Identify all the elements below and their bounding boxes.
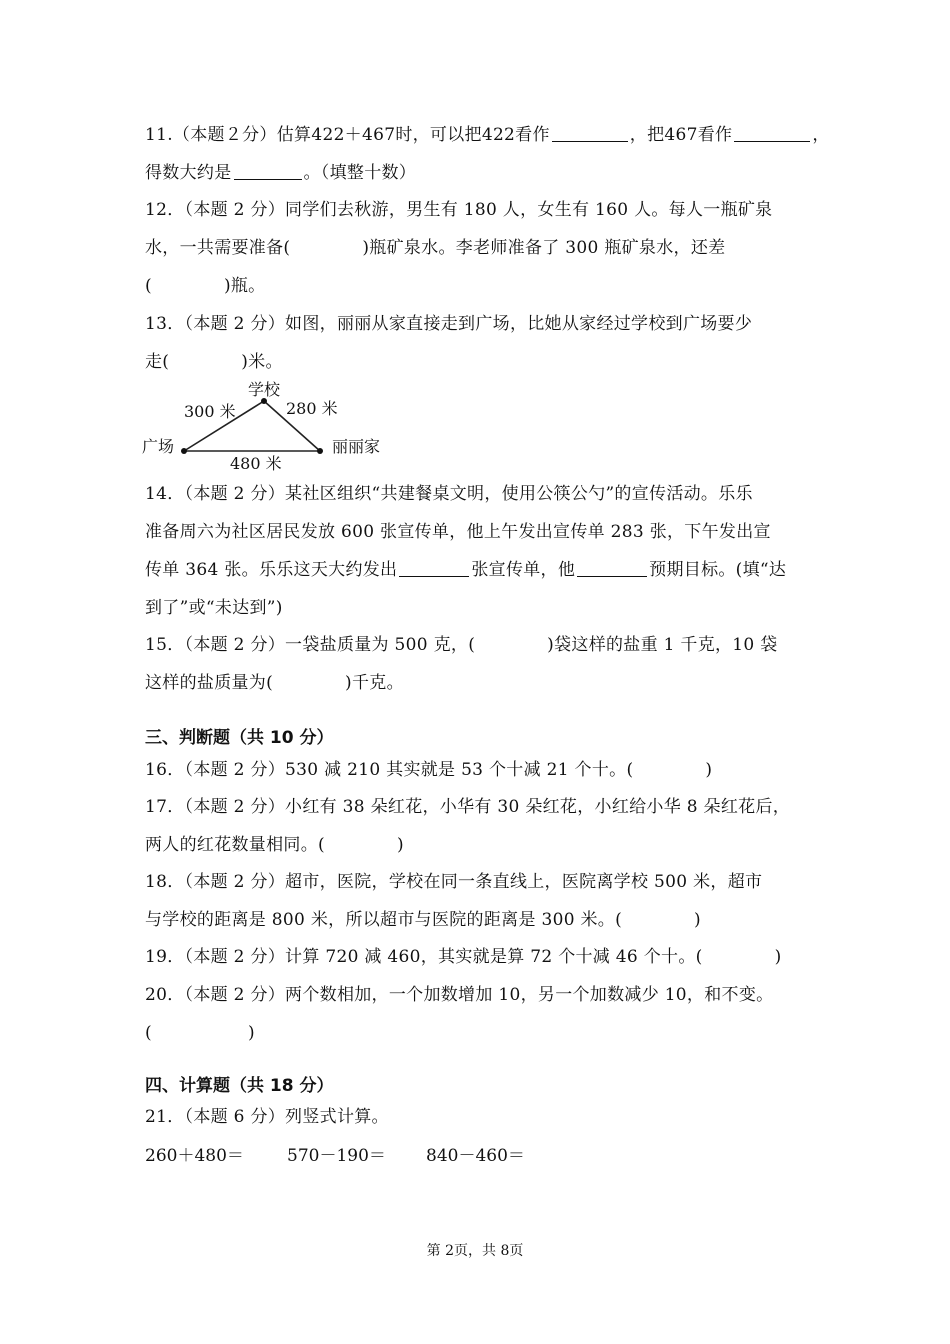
q15-text-2a: 这样的盐质量为( (145, 673, 274, 693)
home-point (317, 448, 323, 454)
question-18 (145, 863, 810, 939)
q14-blank-2[interactable] (577, 558, 647, 577)
q12-text-3a: ( (145, 276, 152, 296)
q13-text-2a: 走( (145, 352, 170, 372)
q19-close: ) (774, 947, 782, 967)
label-plaza-school-distance: 300 米 (184, 402, 236, 421)
q12-text-2a: 水，一共需要准备( (145, 238, 291, 258)
q15-text-1b: )袋这样的盐重 1 千克，10 袋 (547, 635, 778, 655)
q15-text-2b: )千克。 (345, 673, 404, 693)
q11-text-3: ， (812, 125, 830, 145)
q12-text-2b: )瓶矿泉水。李老师准备了 300 瓶矿泉水，还差 (362, 238, 726, 258)
q16-text: 16．（本题 2 分）530 减 210 其实就是 53 个十减 21 个十。( (145, 760, 634, 780)
label-home: 丽丽家 (332, 437, 381, 456)
q13-text-2b: )米。 (241, 352, 283, 372)
question-13 (145, 305, 810, 381)
calc-item-1: 260＋480＝ (145, 1146, 244, 1166)
q20-close: ) (247, 1023, 255, 1043)
calc-item-2: 570－190＝ (287, 1146, 386, 1166)
q18-close: ) (694, 910, 701, 930)
q17-close: ) (396, 835, 404, 855)
q18-line-1: 18．（本题 2 分）超市，医院，学校在同一条直线上，医院离学校 500 米，超市 (145, 872, 763, 892)
q14-text-3a: 传单 364 张。乐乐这天大约发出 (145, 560, 398, 580)
q12-line-1: 12．（本题 2 分）同学们去秋游，男生有 180 人，女生有 160 人。每人一瓶矿泉 (145, 200, 773, 220)
q17-text-2a: 两人的红花数量相同。( (145, 835, 325, 855)
question-16 (145, 751, 810, 789)
label-plaza-home-distance: 480 米 (230, 454, 282, 473)
q14-line-2: 准备周六为社区居民发放 600 张宣传单，他上午发出宣传单 283 张，下午发出宣 (145, 522, 771, 542)
plaza-point (181, 448, 187, 454)
q12-text-3b: )瓶。 (223, 276, 266, 296)
q11-text-2: ，把467看作 (629, 125, 733, 145)
question-11 (145, 116, 830, 192)
q20-line-1: 20．（本题 2 分）两个数相加，一个加数增加 10，另一个加数减少 10，和不变。 (145, 985, 774, 1005)
section-3-title: 三、判断题（共 10 分） (145, 728, 334, 748)
q21-calculations (145, 1141, 525, 1171)
q11-blank-3[interactable] (234, 161, 302, 180)
q11-text-4: 得数大约是 (145, 163, 232, 183)
question-20 (145, 976, 810, 1052)
q20-text-2a: ( (145, 1023, 152, 1043)
q11-text-5: 。（填整十数） (303, 163, 417, 183)
q14-text-3b: 张宣传单，他 (471, 560, 576, 580)
question-14 (145, 475, 810, 627)
q21-title: 21．（本题 6 分）列竖式计算。 (145, 1107, 389, 1127)
q14-blank-1[interactable] (399, 558, 469, 577)
q14-line-4: 到了”或“未达到”) (145, 598, 283, 618)
label-school-home-distance: 280 米 (286, 399, 338, 418)
triangle-diagram (140, 378, 400, 476)
section-4-title: 四、计算题（共 18 分） (145, 1076, 334, 1096)
q11-blank-1[interactable] (552, 123, 628, 142)
q19-text: 19．（本题 2 分）计算 720 减 460，其实就是算 72 个十减 46 个十。( (145, 947, 703, 967)
q11-text-1: 11.（本题２分）估算422＋467时，可以把422看作 (145, 125, 550, 145)
q14-line-1: 14．（本题 2 分）某社区组织“共建餐桌文明，使用公筷公勺”的宣传活动。乐乐 (145, 484, 753, 504)
question-17 (145, 788, 810, 864)
q11-blank-2[interactable] (734, 123, 810, 142)
page-footer: 第 2页，共 8页 (426, 1243, 524, 1259)
label-plaza: 广场 (142, 437, 175, 456)
q14-text-3c: 预期目标。(填“达 (649, 560, 787, 580)
question-19 (145, 938, 810, 976)
label-school: 学校 (248, 380, 281, 399)
question-21 (145, 1098, 810, 1136)
q13-line-1: 13．（本题 2 分）如图，丽丽从家直接走到广场，比她从家经过学校到广场要少 (145, 314, 753, 334)
q18-text-2a: 与学校的距离是 800 米，所以超市与医院的距离是 300 米。( (145, 910, 623, 930)
q15-text-1a: 15．（本题 2 分）一袋盐质量为 500 克，( (145, 635, 476, 655)
question-12 (145, 191, 810, 305)
question-15 (145, 626, 810, 702)
q17-line-1: 17．（本题 2 分）小红有 38 朵红花，小华有 30 朵红花，小红给小华 8 朵红花后， (145, 797, 791, 817)
q16-close: ) (705, 760, 713, 780)
calc-item-3: 840－460＝ (426, 1146, 525, 1166)
